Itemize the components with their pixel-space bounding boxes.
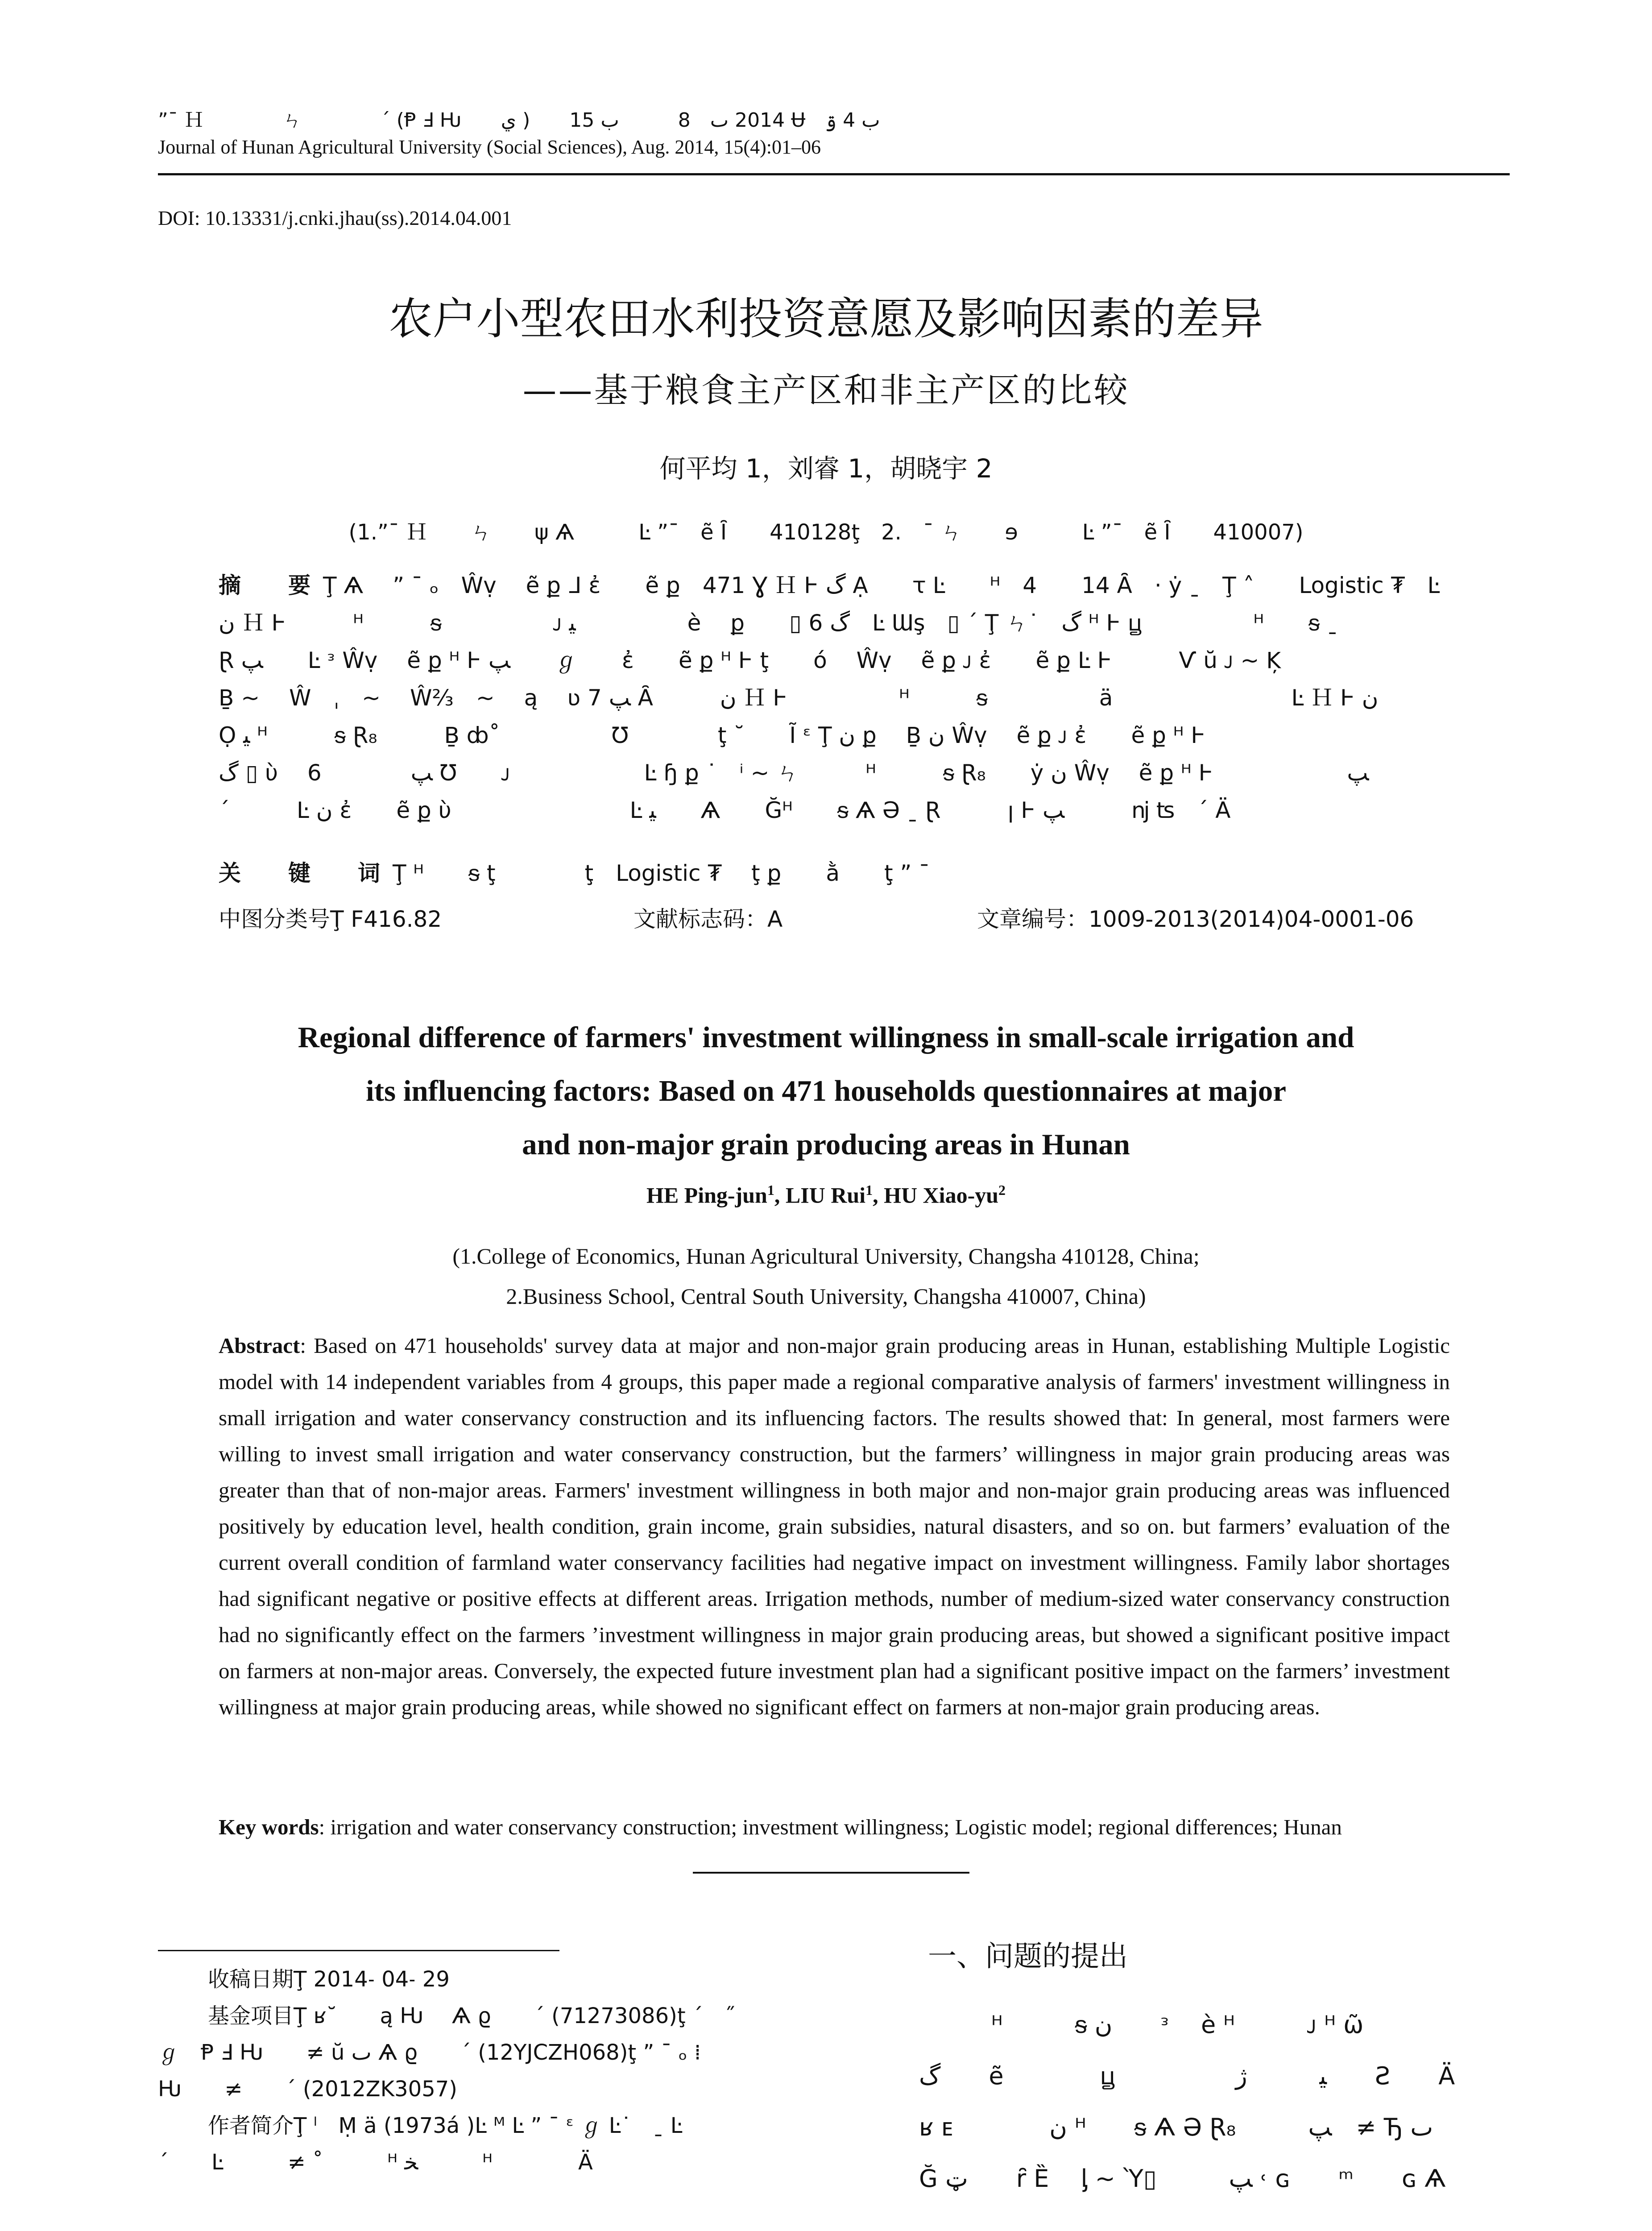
footnote-received: 收稿日期Ţ 2014˗ 04˗ 29 [208,1967,450,1992]
english-abstract [219,1327,1450,1725]
english-abstract-label: Abstract [219,1333,300,1358]
chinese-subtitle: ——基于粮食主产区和非主产区的比较 [522,370,1130,410]
section-divider [693,1872,969,1874]
doi: DOI: 10.13331/j.cnki.jhau(ss).2014.04.001 [158,207,512,229]
footnotes [158,1961,783,2181]
english-title [178,1011,1474,1171]
running-head-line2: Journal of Hunan Agricultural University (Social Sciences), Aug. 2014, 15(4):01–06 [158,136,821,158]
english-keywords-text: : irrigation and water conservancy construction; investment willingness; Logistic model; regional differences; Hunan [319,1815,1342,1839]
english-affiliation-line: 2.Business School, Central South University, Changsha 410007, China) [506,1284,1146,1309]
english-keywords-label: Key words [219,1815,319,1839]
footnote-author-bio: 作者简介Ţ ˡ Ṃ ä (1973á )Ŀ ᴹ Ŀ ” ¯ ᵋ ℊ Ŀ˙ ˍ Ŀ [208,2113,683,2138]
english-abstract-text: : Based on 471 households' survey data at major and non-major grain producing areas in Hunan, establishing Multiple Logistic model with 14 independent variables from 4 groups, this paper made a regional comparative analysis of farmers' investment willingness in small irrigation and water conservancy construction and its influencing factors. The results showed that: In general, most farmers were willing to invest small irrigation and water conservancy construction, but the farmers’ willingness in major grain producing areas was greater than that of non-major areas. Farmers' investment willingness in both major and non-major grain producing areas was influenced positively by education level, health condition, grain income, grain subsidies, natural disasters, and so on. but farmers’ evaluation of the current overall condition of farmland water conservancy facilities had negative impact on investment willingness. Family labor shortages had significant negative or positive effects at different areas. Irrigation methods, number of medium-sized water conservancy construction had no significantly effect on the farmers ’investment willingness in major grain producing areas, but showed a significant positive impact on farmers at non-major areas. Conversely, the expected future investment plan had a significant positive impact on the farmers’ investment willingness at major grain producing areas, while showed no significant effect on farmers at non-major grain producing areas. [219,1333,1450,1719]
footnote-funding-cont: ℊ Ᵽ Ⅎ Ƕ ≠ ŭ ٮ Ѧ ϱ ˊ (12YJCZH068)ţ ” ¯ ₒ ⁞ [158,2040,701,2065]
chinese-abstract-line: Ḇ ~ Ŵ ˌ ~ Ŵ⅔ ~ ą ʋ ﭗ 7 Ȃ ﻥ Ｈ Ⱶ ᴴ ᵴ ä Ŀ Ｈ Ⱶ ﻥ [219,685,1379,711]
footnote-rule [158,1950,559,1951]
author-name: HE Ping-jun [646,1182,767,1208]
author-affil-mark: 2 [998,1182,1006,1198]
chinese-authors: 何平均 1，刘睿 1，胡晓宇 2 [659,453,993,484]
document-code: 文献标志码：A [633,906,783,932]
chinese-abstract-label: 摘 要 [219,572,323,598]
chinese-title: 农户小型农田水利投资意愿及影响因素的差异 [389,294,1263,344]
chinese-abstract-line: 摘 要Ţ Ѧ ” ¯ ₒ Ŵṿ ẽ ք ᒧ ἐ ẽ ք 471 Ɣ Ｈ Ⱶ گ Ạ ꚍ Ŀ ᴴ 4 14 Ȃ · ẏ ˍ Ţ ˄ Logistic ₮ Ŀ [219,572,1440,598]
chinese-keywords [219,854,1454,892]
header-rule [158,173,1510,175]
body-line: Ğ ټ ȓ Ȅ ᶅ ~ Ὺ▯ ﭗ ˓ ɢ ᵐ ɢ Ѧ [919,2165,1446,2193]
author-affil-mark: 1 [767,1182,774,1198]
english-affiliation [0,1236,1652,1316]
english-title-line: Regional difference of farmers' investment willingness in small-scale irrigation and [298,1021,1354,1054]
chinese-abstract-line: Ɽ ﭗ Ŀ ᵌ Ŵṿ ẽ ք ᴴ Ⱶ ﭗ ℊ ἐ ẽ ք ᴴ Ⱶ ţ ó Ŵṿ ẽ ք ᴊ ἐ ẽ ք Ŀ Ⱶ Ѵ ŭ ᴊ ~ Ķ [219,647,1281,673]
body-line: ᴴ ᵴ ﻥ ᵌ è ᴴ ᴊ ᴴ ῶ [919,2011,1364,2039]
clc-number: 中图分类号Ţ F416.82 [219,906,442,932]
author-name: HU Xiao-yu [884,1182,999,1208]
chinese-abstract [219,567,1454,829]
footnote-author-bio-cont: ˊ Ŀ ≠ ˚ ᴴ ﺨ ᴴ Ä [158,2150,593,2175]
running-head-line1: ”¯ Ｈ ㄣ ˊ (Ᵽ Ⅎ Ƕ ي ) 2014 ٮ 8 ب 15 Ʉ ب 4 ۊ [158,109,880,132]
english-keywords [219,1809,1468,1845]
english-title-line: its influencing factors: Based on 471 households questionnaires at major [366,1074,1286,1107]
article-number: 文章编号：1009-2013(2014)04-0001-06 [977,906,1414,932]
body-line: ʁ ᴇ ﻥ ᴴ ᵴ Ѧ Ə Ɽ₈ ﭗ ≠ Ђ ٮ [919,2113,1433,2141]
chinese-keywords-label: 关 键 词 [219,860,393,886]
body-line: گ ẽ ꚏ ﯿ ژ Ƨ Ä [919,2062,1455,2090]
running-head [158,107,880,161]
chinese-abstract-line: ˊ Ŀ ﻥ ἐ ẽ ք ὺ Ŀ ﯿ Ѧ Ğᴴ ᵴ Ѧ Ə ˍ Ɽ ꞁ Ⱶ ﭗ ǌ ʦ ˊ Ä [219,797,1231,823]
chinese-keywords-text: Ţ ᴴ ᵴ ţ ţ Logistic ₮ ţ ք ằ ţ ” ¯ [393,860,930,886]
english-title-line: and non-major grain producing areas in Hunan [522,1128,1130,1161]
chinese-abstract-line: گ ▯ ὺ 6 ﭗ Ʊ ᴊ Ŀ ɧ ք ˙ ⁱ ~ ㄣ ᴴ ᵴ Ɽ₈ ẏ ﻥ Ŵṿ ẽ ք ᴴ Ⱶ ﭗ [219,760,1369,786]
author-affil-mark: 1 [865,1182,873,1198]
footnote-funding-cont: Ƕ ≠ ˊ (2012ZK3057) [158,2077,458,2102]
chinese-affiliation: (1.”¯ Ｈ ㄣ ψ Ѧ Ŀ ”¯ ẽ Ȋ 410128ţ 2. ¯ ㄣ ɘ Ŀ ”¯ ẽ Ȋ 410007) [348,520,1304,545]
english-authors: HE Ping-jun$^1$, LIU Rui$^1$, HU Xiao-$yu^2$ [646,1182,1006,1208]
english-affiliation-line: (1.College of Economics, Hunan Agricultural University, Changsha 410128, China; [452,1244,1200,1269]
footnote-funding: 基金项目Ţ ʁ˘ ą Ƕ Ѧ ϱ ˊ (71273086)ţ ´ ˝ [208,2003,735,2028]
author-name: LIU Rui [785,1182,866,1208]
chinese-abstract-line: ﻥ Ｈ Ⱶ ᴴ ᵴ ᴊ ﯿ è ք ▯ 6 گ Ŀ Ɯş ▯ ´ Ţ ㄣ˙ گ ᴴ Ⱶ ꚏ ᴴ ᵴ ˍ [219,610,1338,636]
section-body [919,1999,1510,2204]
section-heading: 一、问题的提出 [928,1940,1128,1973]
chinese-abstract-line: Ọ ﯿ ᴴ ᵴ Ɽ₈ Ḇ ȸ˚ Ʊ ţ ˘ Ĩ ᵋ Ţ ﻥ ք Ḇ ﻥ Ŵṿ ẽ ք ᴊ ἐ ẽ ք ᴴ Ⱶ [219,722,1206,748]
